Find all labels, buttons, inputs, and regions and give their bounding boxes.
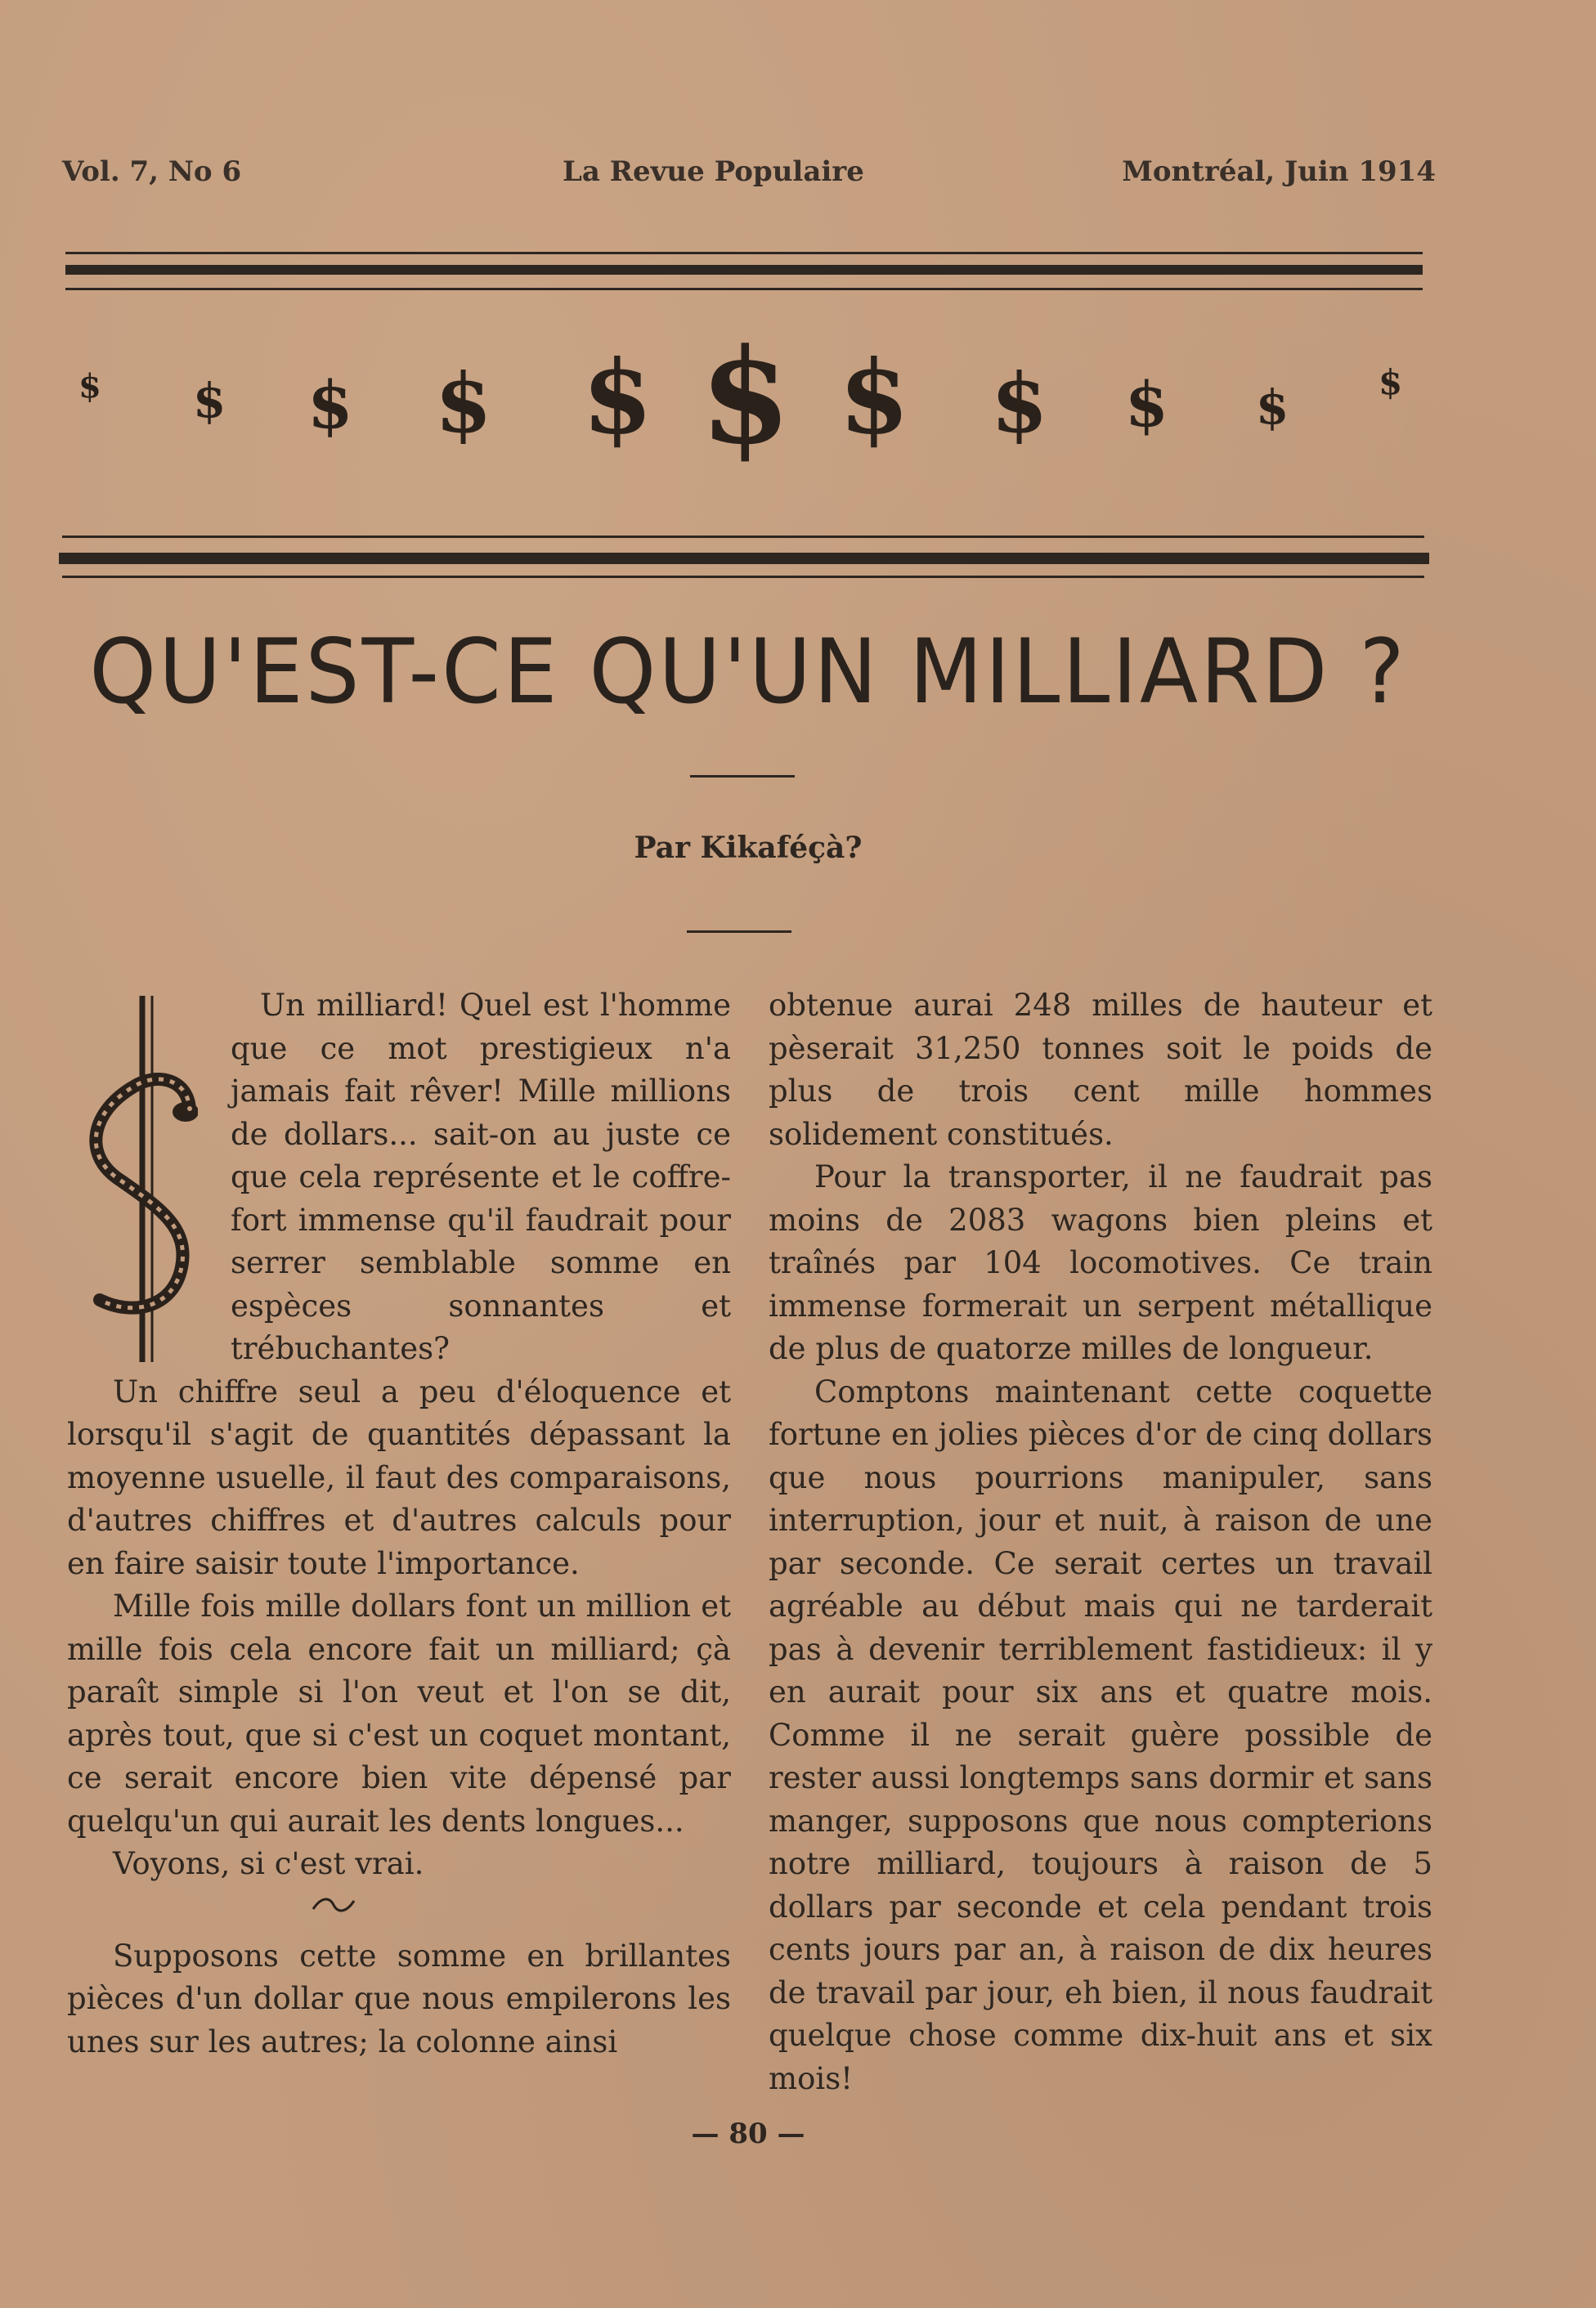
banner-rule-thin: [62, 536, 1424, 538]
paragraph: Comptons maintenant cette coquette fortune en jolies pièces d'or de cinq dollars que nous pourrions manipuler, sans interruption, jour et nuit, à raison de une par seconde. Ce serait certes un travail agréable au début mais qui ne tarderait pas à devenir terriblement fastidieux: il y en aurait pour six ans et quatre mois. Comme il ne serait guère possible de rester aussi longtemps sans dormir et sans manger, supposons que nous compterions notre milliard, toujours à raison de 5 dollars par seconde et cela pendant trois cents jours par an, à raison de dix heures de travail par jour, eh bien, il nous faudrait quelque chose comme dix-huit ans et six mois!: [769, 1374, 1432, 2096]
running-header: [62, 155, 1436, 204]
dollar-sign-icon: $: [307, 366, 353, 443]
banner-rule-thin: [62, 576, 1424, 578]
right-column: [769, 984, 1432, 2100]
dollar-sign-icon: $: [700, 320, 791, 473]
dollar-sign-icon: $: [1125, 368, 1168, 441]
page-number: — 80 —: [691, 2118, 805, 2150]
paragraph: obtenue aurai 248 milles de hauteur et pèserait 31,250 tonnes soit le poids de plus de trois cent mille hommes solidement constitués.: [769, 988, 1432, 1152]
header-rule-thick: [65, 265, 1423, 275]
dollar-sign-banner: [78, 320, 1419, 478]
paragraph: Voyons, si c'est vrai.: [113, 1846, 424, 1881]
paragraph: Un chiffre seul a peu d'éloquence et lorsqu'il s'agit de quantités dépassant la moyenne usuelle, il faut des comparaisons, d'autres chiffres et d'autres calculs pour en faire saisir toute l'importance.: [67, 1374, 731, 1581]
dollar-sign-icon: $: [1379, 362, 1403, 402]
flourish-icon: [309, 1893, 358, 1917]
volume-number: Vol. 7, No 6: [62, 155, 242, 188]
header-rule-thin: [65, 252, 1423, 254]
header-rule-thin: [65, 288, 1423, 290]
article-byline: Par Kikaféçà?: [634, 831, 863, 865]
paragraph: Mille fois mille dollars font un million et mille fois cela encore fait un milliard; çà paraît simple si l'on veut et l'on se dit, après tout, que si c'est un coquet montant, ce serait encore bien vite dépensé par quelqu'un qui aurait les dents longues...: [67, 1589, 731, 1839]
dollar-sign-icon: $: [582, 338, 653, 457]
left-column: [67, 984, 731, 2064]
paragraph: Supposons cette somme en brillantes pièces d'un dollar que nous empilerons les unes sur les autres; la colonne ainsi: [67, 1938, 731, 2059]
paragraph: Un milliard! Quel est l'homme que ce mot prestigieux n'a jamais fait rêver! Mille millions de dollars... sait-on au juste ce que cela représente et le coffre-fort immense qu'il faudrait pour serrer semblable somme en espèces sonnantes et trébuchantes?: [231, 988, 731, 1366]
dollar-sign-icon: $: [193, 373, 226, 428]
dollar-sign-icon: $: [435, 355, 492, 451]
article-title: QU'EST-CE QU'UN MILLIARD ?: [89, 618, 1407, 724]
paragraph: Pour la transporter, il ne faudrait pas moins de 2083 wagons bien pleins et traînés par 104 locomotives. Ce train immense formerait un serpent métallique de plus de quatorze milles de longueur.: [769, 1159, 1432, 1366]
dollar-sign-icon: $: [839, 338, 910, 457]
dollar-sign-icon: $: [78, 367, 101, 406]
banner-rule-thick: [59, 553, 1429, 564]
section-ornament: [67, 1886, 600, 1935]
byline-separator: [687, 930, 791, 933]
title-separator: [690, 775, 795, 778]
dollar-sign-icon: $: [991, 355, 1048, 451]
publication-name: La Revue Populaire: [563, 155, 864, 188]
dollar-sign-icon: $: [1256, 379, 1289, 435]
place-and-date: Montréal, Juin 1914: [1122, 155, 1436, 188]
